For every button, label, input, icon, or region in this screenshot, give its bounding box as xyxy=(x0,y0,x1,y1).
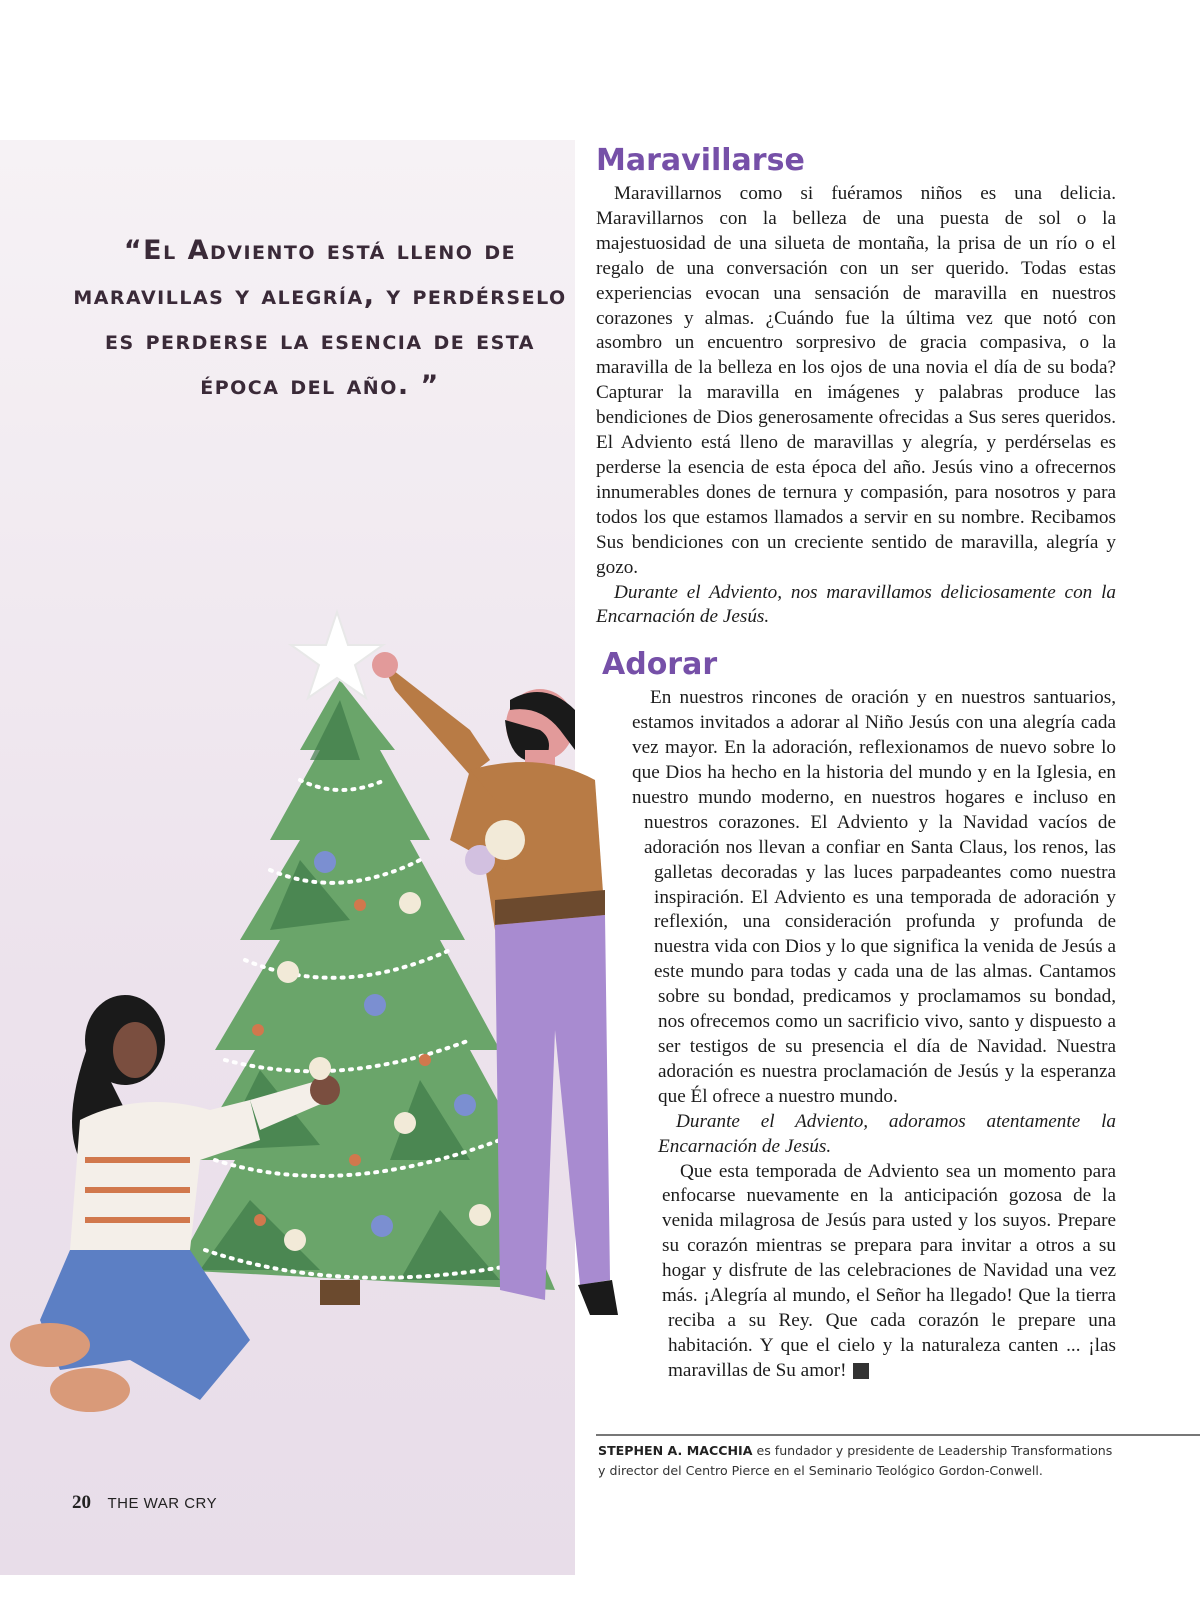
section-closing-line: Durante el Adviento, nos maravillamos deliciosamente con la Encarnación de Jesús. xyxy=(596,581,1116,628)
author-name: STEPHEN A. MACCHIA xyxy=(598,1443,753,1458)
pull-quote: “El Adviento está lleno de maravillas y alegría, y perdérselo es perderse la esencia de esta época del año. ” xyxy=(73,235,567,401)
section-adorar xyxy=(596,644,1116,1383)
section-closing-line: Durante el Adviento, adoramos atentamente la Encarnación de Jesús. xyxy=(658,1110,1116,1157)
section-paragraph: Maravillarnos como si fuéramos niños es una delicia. Maravillarnos con la belleza de una puesta de sol o la majestuosidad de una silueta de montaña, la prisa de un río o el regalo de una conversación con un ser querido. Todas estas experiencias evocan una sensación de maravilla en nuestros corazones y almas. ¿Cuándo fue la última vez que notó con asombro un encuentro sorpresivo de gracia compasiva, o la maravilla de la belleza en los ojos de una novia el día de su boda? Capturar la maravilla en imágenes y palabras produce las bendiciones de Dios generosamente ofrecidas a Sus seres queridos. El Adviento está lleno de maravillas y alegría, y perdérselas es perderse la esencia de esta época del año. Jesús vino a ofrecernos innumerables dones de ternura y compasión, para nosotros y para todos los que estamos llamados a servir en su nombre. Recibamos Sus bendiciones con un creciente sentido de maravilla, alegría y gozo. xyxy=(596,183,1116,578)
author-bio-text: es fundador y presidente de Leadership Transformations y director del Centro Pierce en el Seminario Teológico Gordon-Conwell. xyxy=(598,1443,1113,1478)
end-mark-icon: ✝ xyxy=(853,1363,869,1379)
bio-divider xyxy=(596,1434,1200,1436)
author-bio xyxy=(598,1441,1118,1481)
closing-paragraph xyxy=(596,1160,1116,1384)
section-heading: Maravillarse xyxy=(596,143,805,178)
closing-paragraph-text: Que esta temporada de Adviento sea un momento para enfocarse nuevamente en la anticipación gozosa de la venida milagrosa de Jesús para usted y los suyos. Prepare su corazón mientras se prepara para invitar a otros a su hogar y disfrute de las celebraciones de Navidad una vez más. ¡Alegría al mundo, el Señor ha llegado! Que la tierra reciba a su Rey. Que cada corazón le prepare una habitación. Y que el cielo y la naturaleza canten ... ¡las maravillas de Su amor! xyxy=(662,1160,1116,1381)
section-paragraph: En nuestros rincones de oración y en nuestros santuarios, estamos invitados a adorar al Niño Jesús con una alegría cada vez mayor. En la adoración, reflexionamos de nuevo sobre lo que Dios ha hecho en la historia del mundo y en la Iglesia, en nuestro mundo moderno, en nuestros hogares e incluso en nuestros corazones. El Adviento y la Navidad vacíos de adoración nos llevan a confiar en Santa Claus, los renos, las galletas decoradas y las luces parpadeantes como nuestra inspiración. El Adviento es una temporada de adoración y reflexión, una consideración profunda y profunda de nuestra vida con Dios y lo que significa la venida de Jesús a este mundo para todas y cada una de las almas. Cantamos sobre su bondad, predicamos y proclamamos su bondad, nos ofrecemos como un sacrificio vivo, santo y dispuesto a ser testigos de su presencia el día de Navidad. Nuestra adoración es nuestra proclamación de Jesús y la esperanza que Él ofrece a nuestro mundo. xyxy=(632,687,1116,1107)
article-column xyxy=(596,140,1116,1611)
page-footer xyxy=(72,1492,217,1514)
section-heading: Adorar xyxy=(602,647,718,683)
christmas-tree-illustration xyxy=(0,600,620,1430)
magazine-name: THE WAR CRY xyxy=(107,1495,218,1512)
section-maravillarse xyxy=(596,140,1116,630)
page-number: 20 xyxy=(72,1492,91,1513)
